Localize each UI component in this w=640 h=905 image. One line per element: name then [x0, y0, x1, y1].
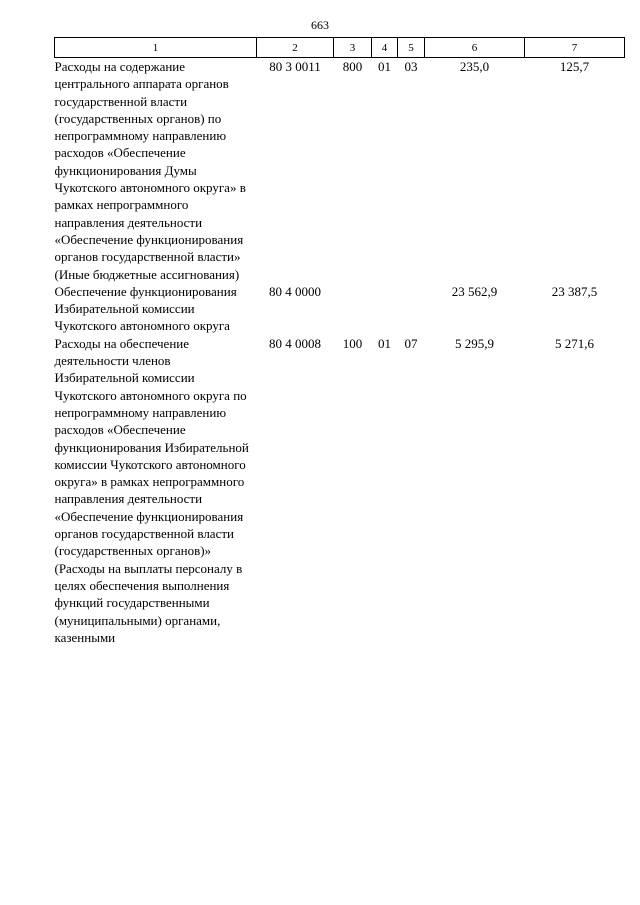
- row-vr: 100: [342, 335, 363, 351]
- row-name: Обеспечение функционирования Избирательной комиссии Чукотского автономного округа: [54, 283, 237, 334]
- header-col-4: 4: [372, 38, 398, 58]
- row-rz: 01: [378, 335, 391, 351]
- row-sum-1: 5 295,9: [455, 335, 494, 351]
- row-sum-2: 23 387,5: [551, 283, 598, 299]
- row-pr: [398, 283, 425, 335]
- table-row: [55, 335, 625, 646]
- table-row: [55, 58, 625, 283]
- row-sum-1: 23 562,9: [451, 283, 498, 299]
- header-col-7: 7: [525, 38, 625, 58]
- table-row: [55, 283, 625, 335]
- row-pr: 07: [404, 335, 418, 351]
- table-header-row: [55, 38, 625, 58]
- header-col-2: 2: [257, 38, 334, 58]
- row-sum-2: 5 271,6: [555, 335, 594, 351]
- header-col-6: 6: [425, 38, 525, 58]
- row-rz: 01: [378, 59, 391, 74]
- row-vr: 800: [342, 59, 363, 74]
- row-code: 80 3 0011: [269, 59, 321, 74]
- row-name: Расходы на обеспечение деятельности членов Избирательной комиссии Чукотского автономного округа по непрограммному направлению расходов «Обеспечение функционирования Избирательной комиссии Чукотского автономного округа» в рамках непрограммного направления деятельности «Обеспечение функционирования органов государственной власти (государственных органов)» (Расходы на выплаты персоналу в целях обеспечения выполнения функций государственными (муниципальными) органами, казенными: [54, 335, 249, 645]
- header-col-5: 5: [398, 38, 425, 58]
- row-rz: [372, 283, 398, 335]
- row-sum-1: 235,0: [459, 59, 490, 74]
- row-pr: 03: [404, 59, 418, 74]
- row-name: Расходы на содержание центрального аппарата органов государственной власти (государственных органов) по непрограммному направлению расходов «Обеспечение функционирования Думы Чукотского автономного округа» в рамках непрограммного направления деятельности «Обеспечение функционирования органов государственной власти» (Иные бюджетные ассигнования): [54, 59, 246, 282]
- header-col-1: 1: [55, 38, 257, 58]
- page-number: 663: [311, 18, 329, 32]
- row-code: 80 4 0000: [269, 283, 321, 299]
- header-col-3: 3: [334, 38, 372, 58]
- budget-table: [54, 37, 625, 646]
- row-code: 80 4 0008: [269, 335, 321, 351]
- row-sum-2: 125,7: [559, 59, 590, 74]
- row-vr: [334, 283, 372, 335]
